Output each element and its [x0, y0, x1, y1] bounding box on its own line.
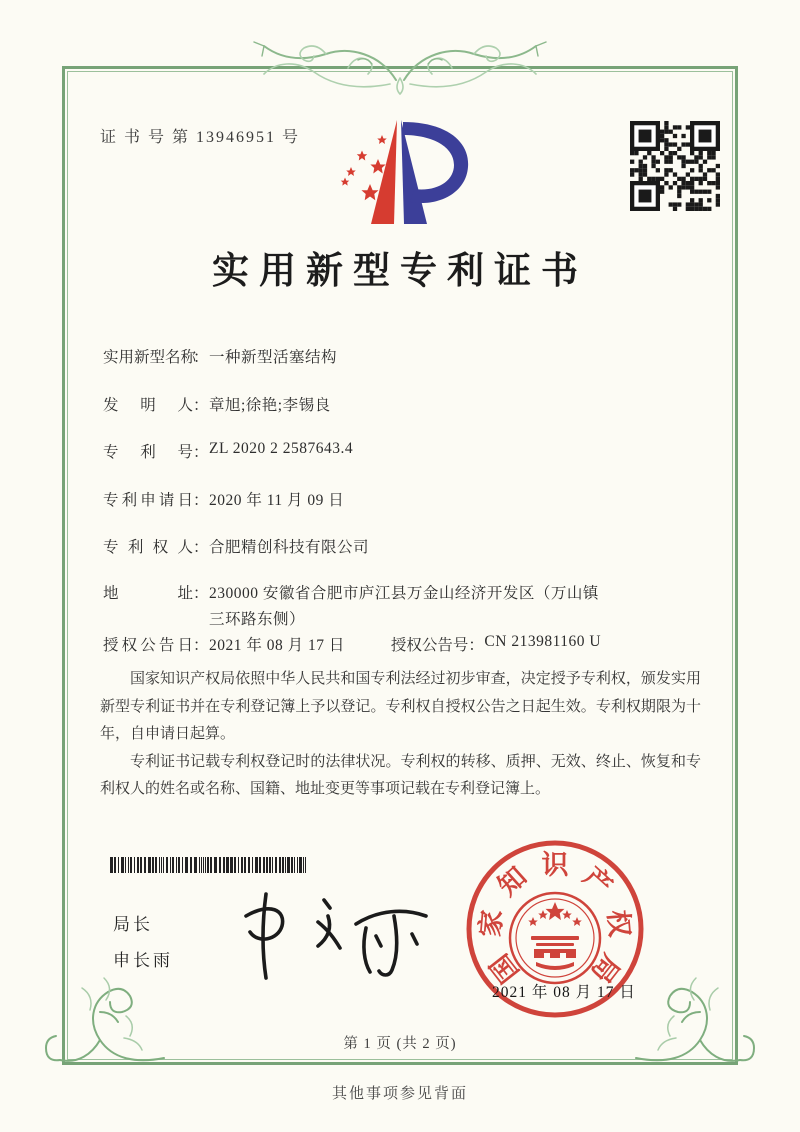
seal-char: 权	[602, 908, 635, 939]
field-row-filing-date	[103, 488, 344, 510]
seal-char: 识	[541, 850, 569, 880]
page-indicator: 第 1 页 (共 2 页)	[343, 1036, 457, 1052]
field-row-inventors	[103, 393, 331, 415]
address-line-2: 三环路东侧）	[209, 611, 306, 628]
field-value: 2020 年 11 月 09 日	[209, 492, 345, 509]
seal-char: 家	[475, 908, 508, 939]
field-label: 专 利 权 人	[103, 539, 193, 556]
director-title: 局长	[113, 915, 153, 934]
field-colon: ：	[193, 397, 209, 414]
field-row-grant	[103, 633, 601, 655]
field-label: 授权公告日	[103, 637, 193, 654]
cnipa-logo-icon	[325, 110, 475, 232]
field-colon: ：	[193, 539, 209, 556]
field-colon: ：	[193, 637, 209, 654]
field-colon: ：	[193, 585, 209, 602]
field-label: 发 明 人	[103, 397, 193, 414]
field-colon: ：	[193, 444, 209, 461]
certificate-number: 证 书 号 第 13946951 号	[100, 129, 301, 146]
barcode	[110, 857, 310, 873]
field-value: 合肥精创科技有限公司	[209, 539, 370, 556]
seal-date: 2021 年 08 月 17 日	[492, 984, 636, 1001]
field-value: 章旭;徐艳;李锡良	[209, 397, 331, 414]
field-pair-grant-no	[390, 633, 602, 654]
field-row-address	[103, 581, 599, 633]
field-label: 授权公告号	[390, 637, 469, 654]
field-row-patent-no	[103, 440, 353, 462]
field-value	[209, 581, 599, 633]
field-row-patentee	[103, 535, 369, 557]
seal-char: 局	[585, 948, 626, 989]
field-label: 专 利 号	[103, 444, 193, 461]
field-colon: ：	[193, 349, 209, 366]
certificate-title: 实用新型专利证书	[212, 251, 588, 292]
field-value: ZL 2020 2 2587643.4	[209, 440, 354, 457]
director-name: 申长雨	[113, 951, 173, 970]
field-value: 2021 年 08 月 17 日	[209, 637, 345, 654]
director-signature	[228, 884, 443, 982]
seal-char: 产	[577, 861, 618, 902]
seal-char: 知	[492, 861, 533, 902]
seal-char: 国	[484, 948, 525, 989]
field-label: 地 址	[103, 585, 193, 602]
address-line-1: 230000 安徽省合肥市庐江县万金山经济开发区（万山镇	[209, 585, 599, 602]
field-label: 实用新型名称	[103, 349, 197, 366]
legal-paragraph-2: 专利证书记载专利权登记时的法律状况。专利权的转移、质押、无效、终止、恢复和专利权人的姓名或名称、国籍、地址变更等事项记载在专利登记簿上。	[100, 753, 701, 797]
legal-paragraph-1: 国家知识产权局依照中华人民共和国专利法经过初步审查，决定授予专利权，颁发实用新型专利证书并在专利登记簿上予以登记。专利权自授权公告之日起生效。专利权期限为十年，自申请日起算。	[100, 671, 701, 742]
back-note: 其他事项参见背面	[331, 1086, 468, 1102]
field-value: 一种新型活塞结构	[209, 349, 338, 366]
field-colon: ：	[193, 492, 209, 509]
legal-text	[100, 666, 701, 804]
field-label: 专利申请日	[103, 492, 193, 509]
field-value: CN 213981160 U	[484, 633, 602, 650]
national-emblem-icon	[510, 893, 600, 983]
field-row-name	[103, 345, 337, 367]
qr-code	[630, 121, 720, 211]
field-colon: ：	[468, 637, 484, 654]
